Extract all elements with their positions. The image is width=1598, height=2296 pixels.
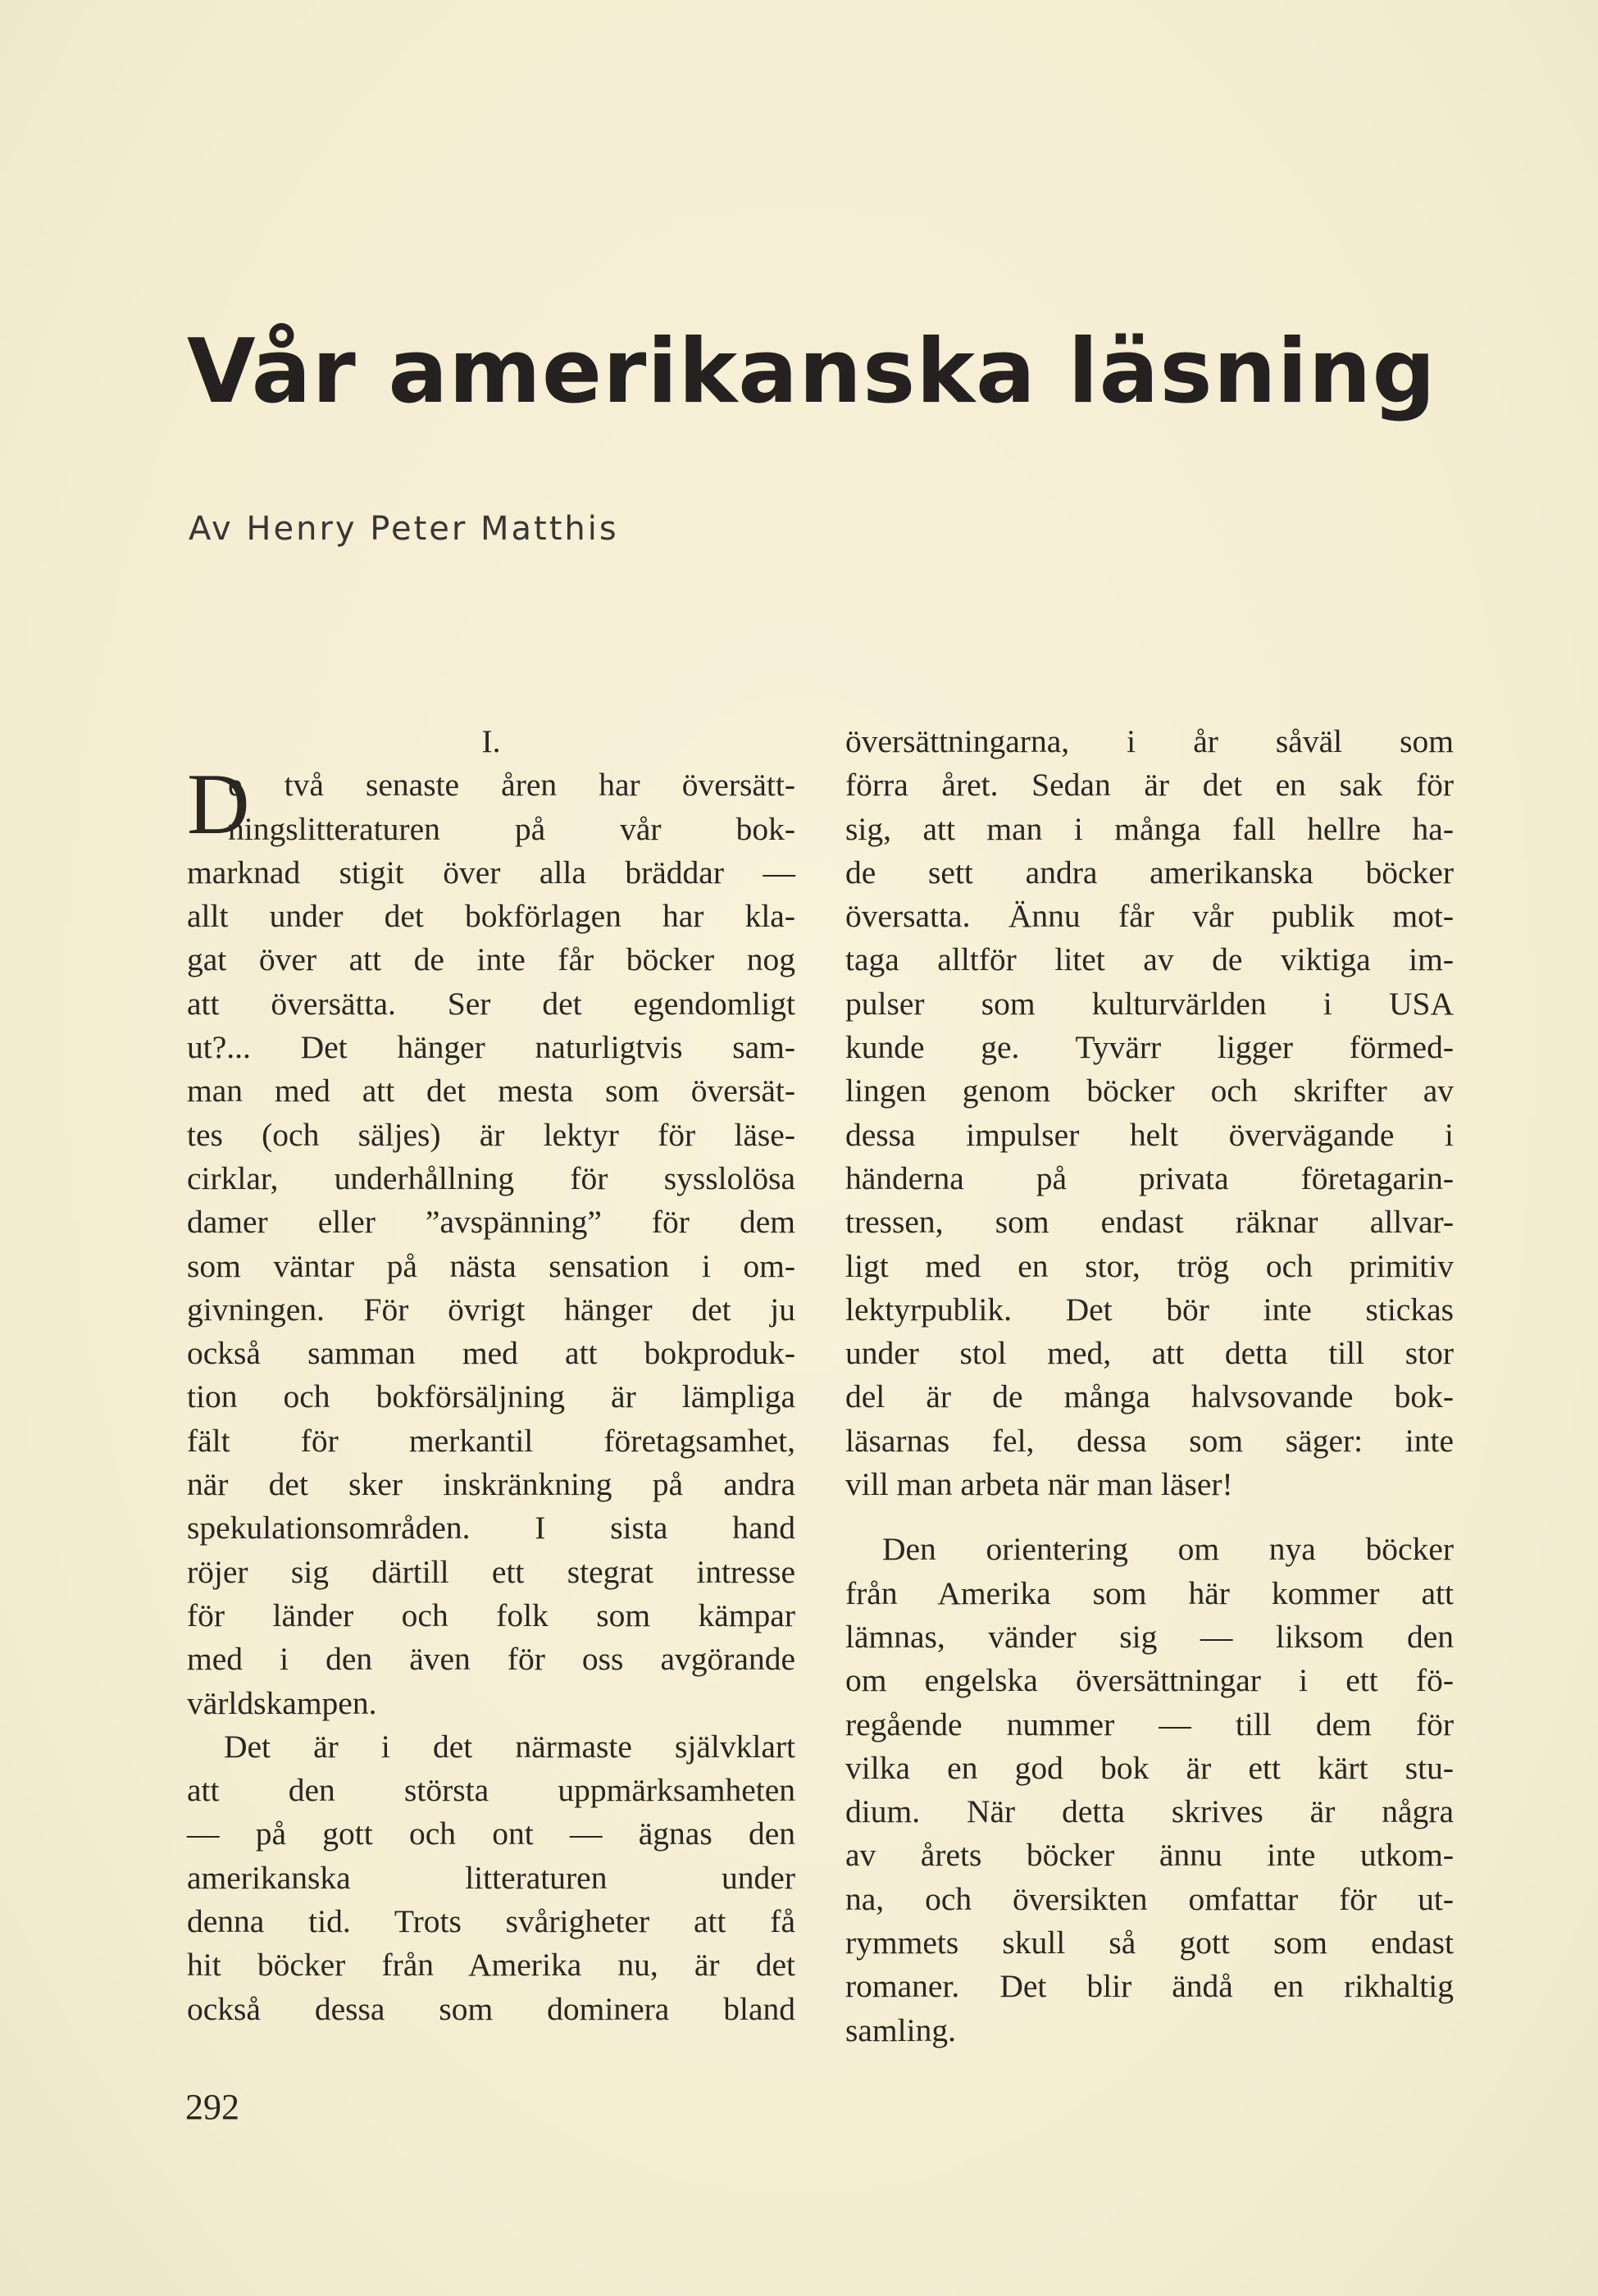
- text-line: allt under det bokförlagen har kla-: [187, 898, 795, 935]
- left-paragraph-2: [187, 1725, 795, 2031]
- text-line: del är de många halvsovande bok-: [845, 1378, 1454, 1415]
- text-line: röjer sig därtill ett stegrat intresse: [187, 1553, 795, 1590]
- text-line: taga alltför litet av de viktiga im-: [845, 941, 1454, 978]
- left-paragraph-1: [187, 756, 795, 1725]
- text-line: händerna på privata företagarin-: [845, 1159, 1454, 1196]
- text-line: sig, att man i många fall hellre ha-: [845, 810, 1454, 847]
- author-byline: Av Henry Peter Matthis: [189, 510, 619, 548]
- drop-cap-letter: D: [187, 756, 250, 853]
- text-line: damer eller ”avspänning” för dem: [187, 1204, 795, 1241]
- text-line: amerikanska litteraturen under: [187, 1859, 795, 1896]
- drop-cap-block: [187, 756, 795, 853]
- text-line: — på gott och ont — ägnas den: [187, 1815, 795, 1852]
- right-column: [845, 720, 1454, 2052]
- text-line: vill man arbeta när man läser!: [845, 1466, 1233, 1503]
- text-line: e två senaste åren har översätt-: [228, 767, 795, 804]
- text-line: lämnas, vänder sig — liksom den: [845, 1618, 1454, 1655]
- text-line: ligt med en stor, trög och primitiv: [845, 1247, 1454, 1284]
- text-line: de sett andra amerikanska böcker: [845, 854, 1454, 891]
- section-numeral: I.: [481, 723, 501, 759]
- text-line: från Amerika som här kommer att: [845, 1574, 1454, 1611]
- text-line: dessa impulser helt övervägande i: [845, 1116, 1454, 1153]
- text-line: under stol med, att detta till stor: [845, 1335, 1454, 1372]
- text-line: att översätta. Ser det egendomligt: [187, 985, 795, 1022]
- text-line: för länder och folk som kämpar: [187, 1597, 795, 1633]
- text-line: översatta. Ännu får vår publik mot-: [845, 898, 1454, 935]
- right-paragraph-1: [845, 720, 1454, 1506]
- text-line: ut?... Det hänger naturligtvis sam-: [187, 1029, 795, 1066]
- text-line: som väntar på nästa sensation i om-: [187, 1247, 795, 1284]
- text-line: marknad stigit över alla bräddar —: [187, 854, 795, 891]
- text-line: rymmets skull så gott som endast: [845, 1925, 1454, 1961]
- text-line: förra året. Sedan är det en sak för: [845, 767, 1454, 804]
- text-line: givningen. För övrigt hänger det ju: [187, 1291, 795, 1328]
- text-line: läsarnas fel, dessa som säger: inte: [845, 1422, 1454, 1459]
- text-line: Det är i det närmaste självklart: [224, 1728, 795, 1765]
- text-line: tressen, som endast räknar allvar-: [845, 1204, 1454, 1241]
- text-line: om engelska översättningar i ett fö-: [845, 1662, 1454, 1699]
- text-line: översättningarna, i år såväl som: [845, 723, 1454, 759]
- text-line: pulser som kulturvärlden i USA: [845, 985, 1454, 1022]
- left-column: [187, 720, 795, 2031]
- right-paragraph-2: [845, 1528, 1454, 2052]
- text-line: kunde ge. Tyvärr ligger förmed-: [845, 1029, 1454, 1066]
- text-line: lektyrpublik. Det bör inte stickas: [845, 1291, 1454, 1328]
- text-line: att den största uppmärksamheten: [187, 1772, 795, 1809]
- text-line: med i den även för oss avgörande: [187, 1641, 795, 1678]
- text-line: hit böcker från Amerika nu, är det: [187, 1947, 795, 1984]
- text-line: regående nummer — till dem för: [845, 1706, 1454, 1742]
- text-line: na, och översikten omfattar för ut-: [845, 1880, 1454, 1917]
- text-line: denna tid. Trots svårigheter att få: [187, 1903, 795, 1940]
- text-line: dium. När detta skrives är några: [845, 1793, 1454, 1830]
- text-line: ningslitteraturen på vår bok-: [228, 810, 795, 847]
- text-line: när det sker inskränkning på andra: [187, 1466, 795, 1503]
- text-line: världskampen.: [187, 1684, 377, 1721]
- text-line: fält för merkantil företagsamhet,: [187, 1422, 795, 1459]
- text-line: också samman med att bokproduk-: [187, 1335, 795, 1372]
- text-line: Den orientering om nya böcker: [882, 1531, 1454, 1568]
- text-line: lingen genom böcker och skrifter av: [845, 1073, 1454, 1109]
- text-line: gat över att de inte får böcker nog: [187, 941, 795, 978]
- article-title: Vår amerikanska läsning: [187, 321, 1436, 423]
- text-line: vilka en god bok är ett kärt stu-: [845, 1749, 1454, 1786]
- text-line: man med att det mesta som översät-: [187, 1073, 795, 1109]
- page-number: 292: [185, 2087, 239, 2127]
- text-line: tes (och säljes) är lektyr för läse-: [187, 1116, 795, 1153]
- text-line: cirklar, underhållning för sysslolösa: [187, 1159, 795, 1196]
- text-line: tion och bokförsäljning är lämpliga: [187, 1378, 795, 1415]
- text-line: också dessa som dominera bland: [187, 1990, 795, 2027]
- text-line: av årets böcker ännu inte utkom-: [845, 1837, 1454, 1874]
- text-line: samling.: [845, 2011, 956, 2048]
- text-line: spekulationsområden. I sista hand: [187, 1510, 795, 1547]
- text-line: romaner. Det blir ändå en rikhaltig: [845, 1968, 1454, 2005]
